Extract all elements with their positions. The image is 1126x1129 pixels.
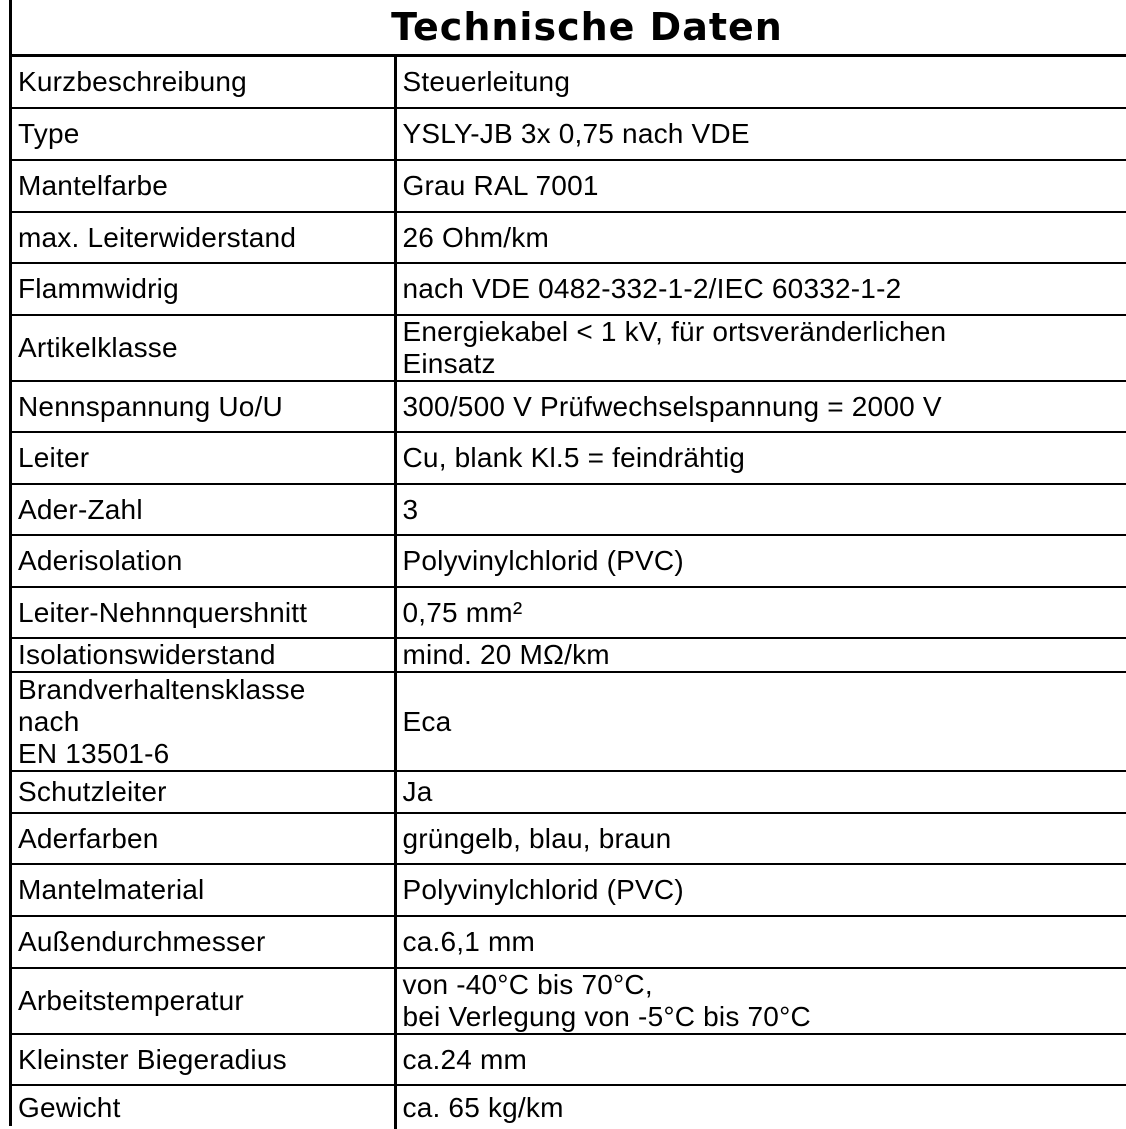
table-row [12,535,1126,587]
spec-value: mind. 20 MΩ/km [395,638,1126,672]
spec-value: Grau RAL 7001 [395,160,1126,212]
table-row [12,771,1126,813]
spec-label: Brandverhaltensklasse nach EN 13501-6 [12,672,395,771]
spec-label: Isolationswiderstand [12,638,395,672]
table-row [12,263,1126,315]
spec-label: Aderisolation [12,535,395,587]
spec-value: von -40°C bis 70°C, bei Verlegung von -5°C bis 70°C [395,968,1126,1034]
spec-value: Eca [395,672,1126,771]
spec-value: Energiekabel < 1 kV, für ortsveränderlichen Einsatz [395,315,1126,381]
table-row [12,315,1126,381]
spec-label: Arbeitstemperatur [12,968,395,1034]
spec-label: max. Leiterwiderstand [12,212,395,263]
spec-value: 26 Ohm/km [395,212,1126,263]
spec-label: Type [12,108,395,160]
spec-label: Flammwidrig [12,263,395,315]
spec-label: Leiter [12,432,395,484]
table-row [12,587,1126,638]
spec-label: Kurzbeschreibung [12,57,395,108]
table-row [12,484,1126,535]
spec-value: ca.24 mm [395,1034,1126,1085]
spec-value: 0,75 mm² [395,587,1126,638]
specs-table [12,57,1126,1129]
spec-label: Leiter-Nehnnquershnitt [12,587,395,638]
table-row [12,864,1126,916]
table-row [12,638,1126,672]
spec-value: 300/500 V Prüfwechselspannung = 2000 V [395,381,1126,432]
spec-label: Artikelklasse [12,315,395,381]
spec-label: Aderfarben [12,813,395,864]
spec-value: Polyvinylchlorid (PVC) [395,864,1126,916]
table-row [12,813,1126,864]
spec-label: Kleinster Biegeradius [12,1034,395,1085]
spec-label: Mantelfarbe [12,160,395,212]
spec-value: 3 [395,484,1126,535]
spec-label: Nennspannung Uo/U [12,381,395,432]
table-row [12,57,1126,108]
spec-value: ca.6,1 mm [395,916,1126,968]
table-row [12,108,1126,160]
table-row [12,212,1126,263]
table-row [12,968,1126,1034]
spec-value: Cu, blank Kl.5 = feindrähtig [395,432,1126,484]
table-row [12,381,1126,432]
table-row [12,1085,1126,1129]
table-row [12,160,1126,212]
spec-value: YSLY-JB 3x 0,75 nach VDE [395,108,1126,160]
spec-label: Außendurchmesser [12,916,395,968]
page-title: Technische Daten [12,0,1126,57]
table-row [12,916,1126,968]
table-row [12,432,1126,484]
spec-value: Polyvinylchlorid (PVC) [395,535,1126,587]
spec-label: Ader-Zahl [12,484,395,535]
spec-value: Steuerleitung [395,57,1126,108]
spec-value: ca. 65 kg/km [402,1091,564,1123]
spec-label: Gewicht [12,1085,395,1129]
spec-sheet [9,0,1126,1126]
spec-value: grüngelb, blau, braun [395,813,1126,864]
spec-label: Schutzleiter [12,771,395,813]
table-row [12,1034,1126,1085]
spec-label: Mantelmaterial [12,864,395,916]
table-row [12,672,1126,771]
spec-value: nach VDE 0482-332-1-2/IEC 60332-1-2 [395,263,1126,315]
spec-value: Ja [395,771,1126,813]
